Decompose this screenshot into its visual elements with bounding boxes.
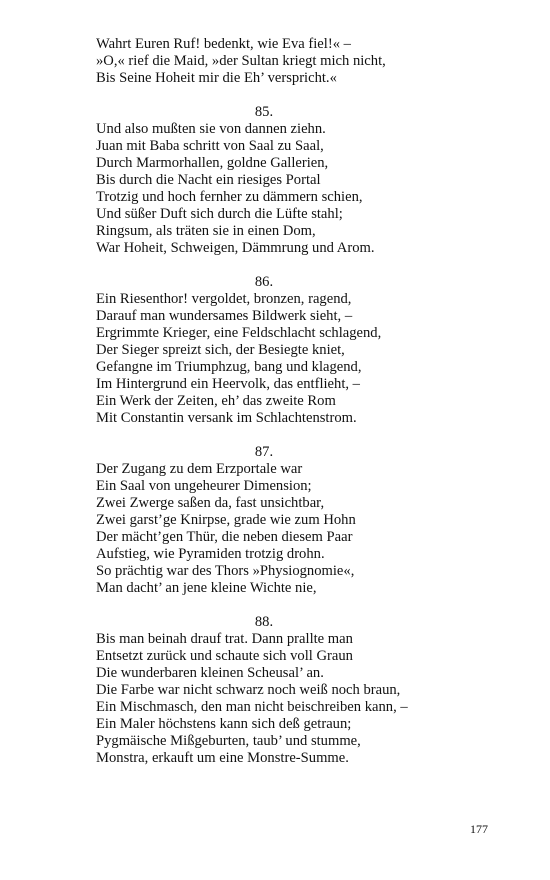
verse-line: Der mächt’gen Thür, die neben diesem Paar xyxy=(96,529,353,545)
verse-line: Trotzig und hoch fernher zu dämmern schien, xyxy=(96,189,363,205)
verse-line: Ergrimmte Krieger, eine Feldschlacht schlagend, xyxy=(96,325,382,341)
verse-line: Darauf man wundersames Bildwerk sieht, – xyxy=(96,308,353,324)
verse-line: Der Sieger spreizt sich, der Besiegte kniet, xyxy=(96,342,345,358)
verse-line: Ein Mischmasch, den man nicht beischreiben kann, – xyxy=(96,699,408,715)
verse-line: Wahrt Euren Ruf! bedenkt, wie Eva fiel!« – xyxy=(96,36,351,52)
verse-line: Entsetzt zurück und schaute sich voll Graun xyxy=(96,648,353,664)
verse-line: Und süßer Duft sich durch die Lüfte stahl; xyxy=(96,206,343,222)
verse-line: Und also mußten sie von dannen ziehn. xyxy=(96,121,326,137)
verse-line: Man dacht’ an jene kleine Wichte nie, xyxy=(96,580,317,596)
stanza-number: 85. xyxy=(254,104,274,120)
verse-line: Ein Maler höchstens kann sich deß getraun; xyxy=(96,716,352,732)
stanza-number: 86. xyxy=(254,274,274,290)
verse-line: Monstra, erkauft um eine Monstre-Summe. xyxy=(96,750,349,766)
stanza-87 xyxy=(96,444,516,597)
verse-line: Aufstieg, wie Pyramiden trotzig drohn. xyxy=(96,546,325,562)
verse-line: Im Hintergrund ein Heervolk, das entflieht, – xyxy=(96,376,360,392)
verse-line: Ein Werk der Zeiten, eh’ das zweite Rom xyxy=(96,393,336,409)
stanza-85 xyxy=(96,104,516,257)
poem-text-block xyxy=(96,36,516,767)
verse-line: Juan mit Baba schritt von Saal zu Saal, xyxy=(96,138,324,154)
verse-line: Pygmäische Mißgeburten, taub’ und stumme, xyxy=(96,733,361,749)
verse-line: Ringsum, als träten sie in einen Dom, xyxy=(96,223,316,239)
verse-line: Der Zugang zu dem Erzportale war xyxy=(96,461,303,477)
opening-lines xyxy=(96,36,516,87)
stanza-number: 88. xyxy=(254,614,274,630)
verse-line: Ein Saal von ungeheurer Dimension; xyxy=(96,478,312,494)
verse-line: Zwei Zwerge saßen da, fast unsichtbar, xyxy=(96,495,325,511)
page-number: 177 xyxy=(470,822,488,836)
verse-line: Bis Seine Hoheit mir die Eh’ verspricht.« xyxy=(96,70,337,86)
verse-line: Zwei garst’ge Knirpse, grade wie zum Hohn xyxy=(96,512,356,528)
verse-line: Die wunderbaren kleinen Scheusal’ an. xyxy=(96,665,324,681)
stanza-number: 87. xyxy=(254,444,274,460)
verse-line: Bis durch die Nacht ein riesiges Portal xyxy=(96,172,321,188)
verse-line: Gefangne im Triumphzug, bang und klagend, xyxy=(96,359,362,375)
verse-line: »O,« rief die Maid, »der Sultan kriegt mich nicht, xyxy=(96,53,386,69)
verse-line: Die Farbe war nicht schwarz noch weiß noch braun, xyxy=(96,682,401,698)
stanza-88 xyxy=(96,614,516,767)
verse-line: Mit Constantin versank im Schlachtenstrom. xyxy=(96,410,357,426)
verse-line: So prächtig war des Thors »Physiognomie«, xyxy=(96,563,355,579)
verse-line: Ein Riesenthor! vergoldet, bronzen, ragend, xyxy=(96,291,352,307)
verse-line: Durch Marmorhallen, goldne Gallerien, xyxy=(96,155,329,171)
stanza-86 xyxy=(96,274,516,427)
verse-line: War Hoheit, Schweigen, Dämmrung und Arom. xyxy=(96,240,375,256)
verse-line: Bis man beinah drauf trat. Dann prallte man xyxy=(96,631,353,647)
